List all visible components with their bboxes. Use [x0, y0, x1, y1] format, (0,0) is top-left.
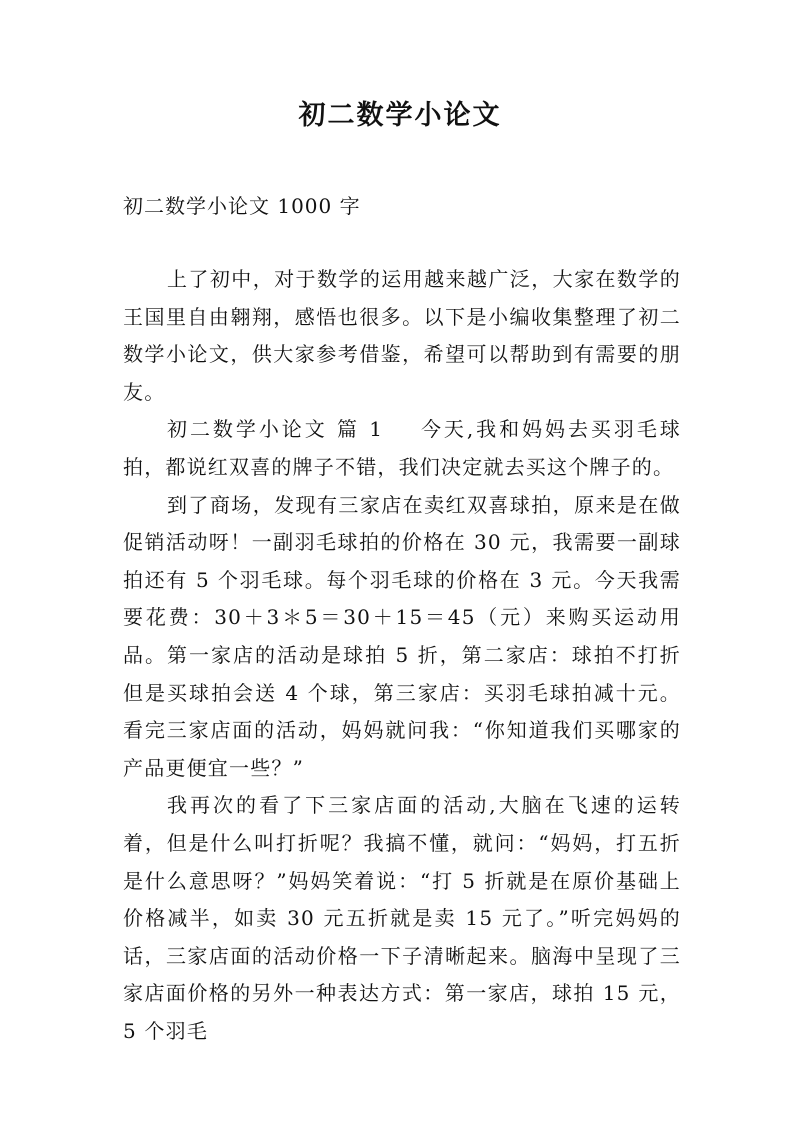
section-paragraph: [123, 411, 681, 486]
intro-paragraph: 上了初中，对于数学的运用越来越广泛，大家在数学的王国里自由翱翔，感悟也很多。以下是小编收集整理了初二数学小论文，供大家参考借鉴，希望可以帮助到有需要的朋友。: [123, 267, 681, 404]
body-paragraph: 到了商场，发现有三家店在卖红双喜球拍，原来是在做促销活动呀！一副羽毛球拍的价格在 30 元，我需要一副球拍还有 5 个羽毛球。每个羽毛球的价格在 3 元。今天我需要花费：30＋3＊5＝30＋15＝45（元）来购买运动用品。第一家店的活动是球拍 5 折，第二家店：球拍不打折但是买球拍会送 4 个球，第三家店：买羽毛球拍减十元。看完三家店面的活动，妈妈就问我：“你知道我们买哪家的产品更便宜一些？”: [123, 492, 681, 780]
body-paragraph: 我再次的看了下三家店面的活动,大脑在飞速的运转着，但是什么叫打折呢？我搞不懂，就问：“妈妈，打五折是什么意思呀？”妈妈笑着说：“打 5 折就是在原价基础上价格减半，如卖 30 元五折就是卖 15 元了。”听完妈妈的话，三家店面的活动价格一下子清晰起来。脑海中呈现了三家店面价格的另外一种表达方式：第一家店，球拍 15 元，5 个羽毛: [123, 793, 681, 1043]
section-heading: 初二数学小论文 篇 1: [167, 417, 384, 442]
document-title: 初二数学小论文: [298, 100, 502, 131]
document-subtitle: 初二数学小论文 1000 字: [123, 194, 361, 218]
document-body: [123, 261, 681, 1050]
section-first-text: 今天,我和妈妈去买羽毛球拍，都说红双喜的牌子不错，我们决定就去买这个牌子的。: [123, 417, 681, 479]
